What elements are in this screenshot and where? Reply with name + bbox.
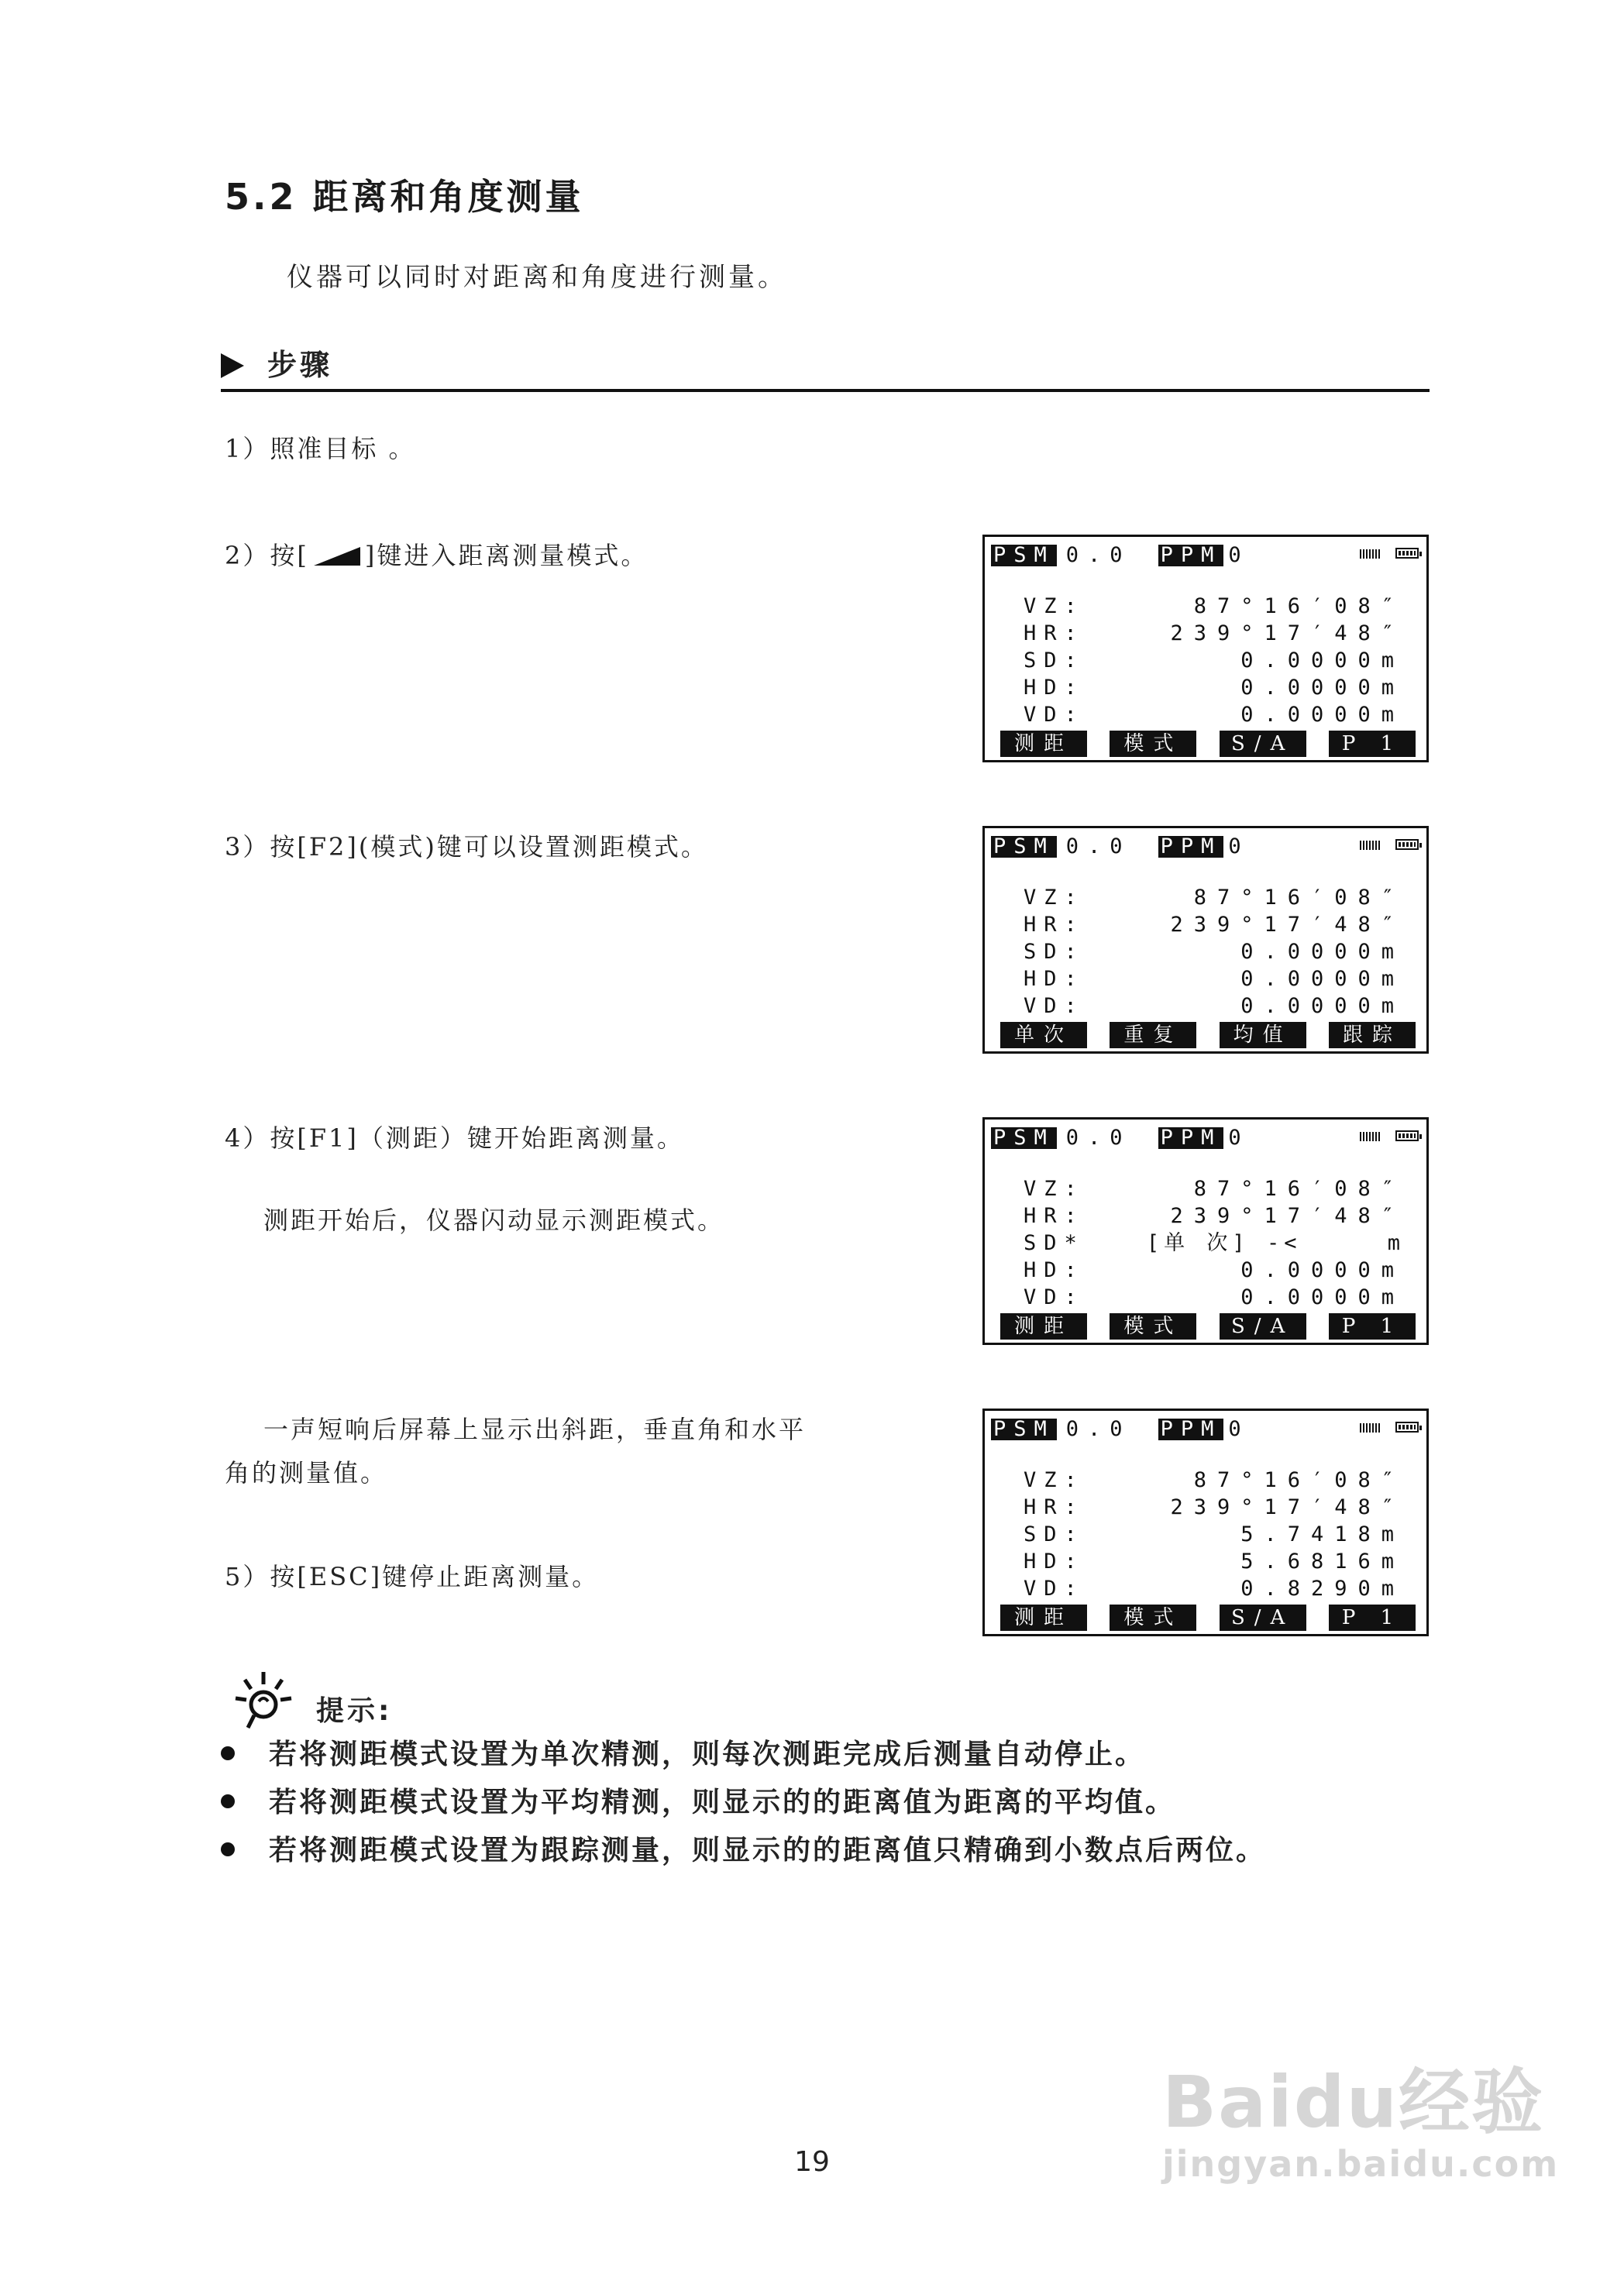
step-3: 3）按[F2](模式)键可以设置测距模式。 xyxy=(225,832,708,862)
bullet-icon xyxy=(221,1794,235,1808)
signal-icon xyxy=(1360,549,1380,559)
psm-label: PSM xyxy=(991,1419,1057,1440)
ppm-value: 0 xyxy=(1228,543,1251,567)
ppm-value: 0 xyxy=(1228,834,1251,858)
signal-icon xyxy=(1360,841,1380,850)
psm-value: 0.0 xyxy=(1065,834,1132,858)
psm-label: PSM xyxy=(991,1127,1057,1149)
row-hd: HD: 5.6816m xyxy=(1024,1550,1405,1574)
step-2 xyxy=(225,536,648,572)
signal-icon xyxy=(1360,1423,1380,1433)
step-4: 4）按[F1]（测距）键开始距离测量。 xyxy=(225,1123,684,1153)
watermark-url: jingyan.baidu.com xyxy=(1162,2143,1560,2185)
f1-key[interactable]: 单次 xyxy=(1000,1022,1087,1048)
row-hr: HR: 239°17′48″ xyxy=(1024,1495,1405,1519)
row-sd: SD* [单 次] -< m xyxy=(1024,1231,1405,1255)
row-hr: HR: 239°17′48″ xyxy=(1024,1204,1405,1228)
steps-heading-label: 步骤 xyxy=(267,348,333,382)
display-screen-1 xyxy=(982,535,1429,762)
intro-text: 仪器可以同时对距离和角度进行测量。 xyxy=(287,262,787,293)
ppm-label: PPM xyxy=(1158,1419,1224,1440)
step-1: 1）照准目标 。 xyxy=(225,434,416,463)
section-title: 5.2 距离和角度测量 xyxy=(225,176,584,218)
step-4-note: 测距开始后，仪器闪动显示测距模式。 xyxy=(263,1206,725,1235)
battery-icon xyxy=(1395,1422,1419,1433)
ppm-label: PPM xyxy=(1158,836,1224,858)
tip-item: 若将测距模式设置为跟踪测量，则显示的的距离值只精确到小数点后两位。 xyxy=(221,1828,1266,1868)
f3-key[interactable]: S/A xyxy=(1220,731,1306,757)
battery-icon xyxy=(1395,839,1419,850)
row-hd: HD: 0.0000m xyxy=(1024,1258,1405,1282)
row-sd: SD: 0.0000m xyxy=(1024,648,1405,672)
tip-item: 若将测距模式设置为平均精测，则显示的的距离值为距离的平均值。 xyxy=(221,1780,1175,1820)
ppm-label: PPM xyxy=(1158,545,1224,566)
row-sd: SD: 0.0000m xyxy=(1024,940,1405,964)
psm-value: 0.0 xyxy=(1065,1417,1132,1441)
psm-value: 0.0 xyxy=(1065,543,1132,567)
bullet-icon xyxy=(221,1746,235,1760)
row-hr: HR: 239°17′48″ xyxy=(1024,913,1405,937)
row-vz: VZ: 87°16′08″ xyxy=(1024,594,1405,618)
battery-icon xyxy=(1395,1130,1419,1141)
row-hr: HR: 239°17′48″ xyxy=(1024,621,1405,645)
f3-key[interactable]: S/A xyxy=(1220,1605,1306,1631)
signal-icon xyxy=(1360,1132,1380,1141)
f2-key[interactable]: 重复 xyxy=(1110,1022,1196,1048)
tip-item: 若将测距模式设置为单次精测，则每次测距完成后测量自动停止。 xyxy=(221,1732,1145,1772)
psm-label: PSM xyxy=(991,836,1057,858)
distance-key-icon xyxy=(314,547,360,566)
f3-key[interactable]: 均值 xyxy=(1220,1022,1306,1048)
f2-key[interactable]: 模式 xyxy=(1110,731,1196,757)
ppm-label: PPM xyxy=(1158,1127,1224,1149)
ppm-value: 0 xyxy=(1228,1417,1251,1441)
step-4-result-line2: 角的测量值。 xyxy=(225,1458,388,1488)
f4-key[interactable]: P 1 xyxy=(1329,731,1416,757)
row-hd: HD: 0.0000m xyxy=(1024,676,1405,700)
lightbulb-icon xyxy=(231,1664,301,1734)
display-screen-2 xyxy=(982,826,1429,1054)
triangle-icon xyxy=(221,353,244,378)
f1-key[interactable]: 测距 xyxy=(1000,1313,1087,1340)
watermark-logo: Baidu经验 xyxy=(1162,2061,1545,2144)
bullet-icon xyxy=(221,1842,235,1856)
row-vd: VD: 0.0000m xyxy=(1024,703,1405,727)
step-4-result-line1: 一声短响后屏幕上显示出斜距，垂直角和水平 xyxy=(263,1415,807,1444)
f1-key[interactable]: 测距 xyxy=(1000,1605,1087,1631)
f4-key[interactable]: P 1 xyxy=(1329,1605,1416,1631)
step-2-post: ]键进入距离测量模式。 xyxy=(364,541,649,570)
display-screen-3 xyxy=(982,1117,1429,1345)
psm-label: PSM xyxy=(991,545,1057,566)
f4-key[interactable]: P 1 xyxy=(1329,1313,1416,1340)
step-5: 5）按[ESC]键停止距离测量。 xyxy=(225,1562,600,1591)
f1-key[interactable]: 测距 xyxy=(1000,731,1087,757)
row-sd: SD: 5.7418m xyxy=(1024,1522,1405,1546)
battery-icon xyxy=(1395,548,1419,559)
f2-key[interactable]: 模式 xyxy=(1110,1313,1196,1340)
ppm-value: 0 xyxy=(1228,1126,1251,1150)
page-number: 19 xyxy=(794,2146,830,2178)
f4-key[interactable]: 跟踪 xyxy=(1329,1022,1416,1048)
psm-value: 0.0 xyxy=(1065,1126,1132,1150)
row-vz: VZ: 87°16′08″ xyxy=(1024,1468,1405,1492)
row-vd: VD: 0.0000m xyxy=(1024,1285,1405,1309)
row-vd: VD: 0.8290m xyxy=(1024,1577,1405,1601)
row-vz: VZ: 87°16′08″ xyxy=(1024,886,1405,910)
tips-title: 提示: xyxy=(316,1695,393,1727)
display-screen-4 xyxy=(982,1409,1429,1636)
row-vz: VZ: 87°16′08″ xyxy=(1024,1177,1405,1201)
divider xyxy=(221,389,1430,392)
row-hd: HD: 0.0000m xyxy=(1024,967,1405,991)
f2-key[interactable]: 模式 xyxy=(1110,1605,1196,1631)
row-vd: VD: 0.0000m xyxy=(1024,994,1405,1018)
steps-heading xyxy=(221,341,332,384)
f3-key[interactable]: S/A xyxy=(1220,1313,1306,1340)
step-2-pre: 2）按[ xyxy=(225,541,309,570)
